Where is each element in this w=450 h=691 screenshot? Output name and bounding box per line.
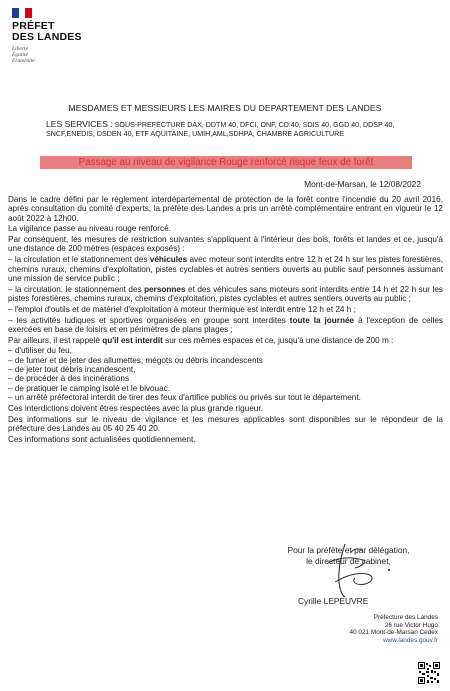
services-label: LES SERVICES :	[46, 119, 113, 129]
motto-egalite: Égalité	[12, 52, 28, 58]
prefecture-name-line2: DES LANDES	[12, 31, 82, 43]
prefecture-name-line1: PRÉFET	[12, 20, 55, 32]
ban-item: – d'utiliser du feu,	[8, 346, 72, 356]
consequence-paragraph: Par conséquent, les mesures de restriction suivantes s'appliquent à l'intérieur des bois, forêts et landes et ce, jusqu'à une distance de 200 mètres (espaces exposés) :	[8, 235, 443, 254]
signatory-name: Cyrille LEPEUVRE	[298, 596, 369, 606]
ban-item: – de fumer et de jeter des allumettes, mégots ou débris incandescents	[8, 355, 263, 365]
prefecture-address	[350, 614, 438, 644]
address-line: 26 rue Victor Hugo	[384, 621, 438, 629]
restriction-item-persons	[8, 285, 443, 304]
website-link[interactable]: www.landes.gouv.fr	[383, 636, 438, 644]
motto-fraternite: Fraternité	[12, 58, 35, 64]
ban-item: – un arrêté préfectoral interdit de tirer des feux d'artifice publics ou privés sur tout le département.	[8, 392, 361, 402]
closing-phone-info: Des informations sur le niveau de vigilance et les mesures applicables sont disponibles sur le répondeur de la préfecture des Landes au 05 40 25 40 20.	[8, 414, 443, 433]
intro-paragraph: Dans le cadre défini par le règlement interdépartemental de protection de la forêt contre l'incendie du 20 avril 2016, après consultation du comité d'experts, la préfète des Landes a pris un arrêté complémentaire entrant en vigueur le 12 août 2022 à 12h00.	[8, 195, 443, 223]
address-line: 40 021 Mont-de-Marsan Cedex	[349, 629, 438, 637]
letter-body	[8, 195, 443, 445]
marianne-flag-icon	[12, 8, 32, 18]
address-line: Préfecture des Landes	[373, 614, 438, 621]
emphasis-all-day: toute la journée	[289, 315, 355, 325]
title-line: le directeur de cabinet,	[306, 555, 391, 566]
text-run: avec moteur sont interdits entre 12 h et 24 h sur les pistes forestières, chemins ruraux, chemins d'exploitation, pistes cyclables et autres sentiers ouverts au public sauf personnes assumant une mission de service public ;	[8, 255, 444, 283]
text-run: – la circulation, le stationnement des	[8, 284, 145, 294]
restriction-item-vehicles	[8, 255, 443, 283]
date-place-line: Mont-de-Marsan, le 12/08/2022	[304, 179, 421, 189]
flag-white-stripe	[19, 8, 26, 18]
text-run: – la circulation et le stationnement des	[8, 255, 150, 265]
text-run: sur ces mêmes espaces et ce, jusqu'à une distance de 200 m :	[162, 335, 394, 345]
republic-motto	[12, 46, 82, 64]
motto-liberte: Liberté	[12, 46, 28, 52]
text-run: – les activités ludiques et sportives organisées en groupe sont interdites	[8, 315, 290, 325]
prefecture-logo	[12, 8, 82, 64]
emphasis-persons: personnes	[144, 284, 186, 294]
qr-code-icon	[418, 662, 440, 684]
closing-rigour: Ces interdictions doivent êtres respectées avec la plus grande rigueur.	[8, 403, 263, 413]
ban-item: – de pratiquer le camping isolé et le bivouac.	[8, 383, 171, 393]
services-recipients	[46, 120, 416, 140]
restriction-item-activities	[8, 316, 443, 335]
reminder-paragraph	[8, 336, 443, 345]
ban-item: – de procéder à des incinérations	[8, 374, 130, 384]
emphasis-vehicles: véhicules	[149, 255, 188, 265]
closing-daily-update: Ces informations sont actualisées quotidiennement.	[8, 434, 196, 444]
vigilance-paragraph: La vigilance passe au niveau rouge renforcé.	[8, 224, 171, 234]
delegation-line: Pour la préfète et par délégation,	[287, 545, 410, 555]
vigilance-banner	[40, 156, 412, 169]
ban-item: – de jeter tout débris incandescent,	[8, 365, 136, 375]
text-run: Par ailleurs, il est rappelé	[8, 335, 103, 345]
flag-blue-stripe	[12, 8, 19, 18]
flag-red-stripe	[25, 8, 32, 18]
vigilance-banner-text: Passage au niveau de vigilance Rouge renforcé risque feux de forêt	[78, 157, 374, 168]
recipients-heading: MESDAMES ET MESSIEURS LES MAIRES DU DEPARTEMENT DES LANDES	[68, 103, 382, 113]
text-run: à l'exception de celles exercées en base de loisirs et en périmètres de plans plages ;	[8, 315, 444, 334]
ban-list	[8, 346, 443, 402]
text-run: et des véhicules sans moteurs sont interdits entre 14 h et 22 h sur les pistes forestières, chemins ruraux, chemins d'exploitation, pistes cyclables et autres sentiers ouverts au public ;	[8, 284, 443, 303]
emphasis-forbidden: qu'il est interdit	[102, 335, 163, 345]
handwritten-signature	[305, 542, 395, 600]
restriction-item-tools: – l'emploi d'outils et de matériel d'exploitation à moteur thermique est interdit entre 12 h et 24 h ;	[8, 304, 356, 314]
services-list: SOUS-PREFECTURE DAX, DDTM 40, DFCI, ONF, CD 40, SDIS 40, GGD 40, DDSP 40, SNCF,ENEDIS, DSDEN 40, ETF AQUITAINE, UMIH,AML,SDHPA, CHAMBRE AGRICULTURE	[46, 121, 395, 139]
